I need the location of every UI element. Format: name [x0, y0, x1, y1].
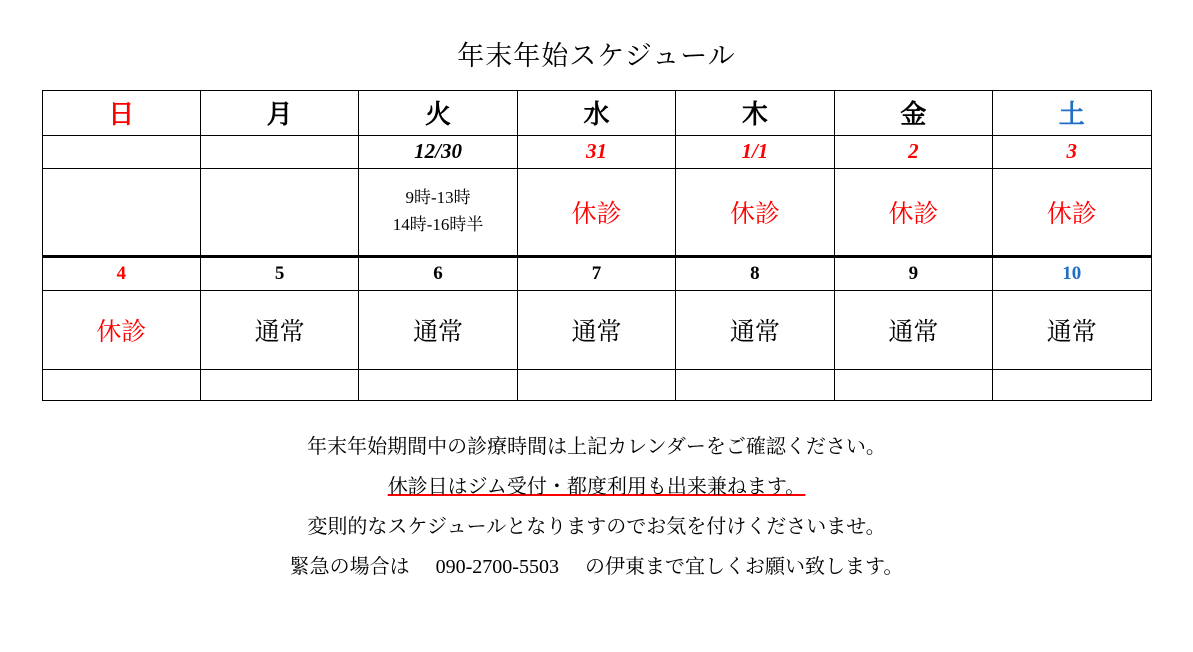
status-cell-closed: [676, 168, 834, 256]
date-label: 9: [908, 262, 919, 284]
status-label: 休診: [571, 200, 622, 228]
date-cell: [517, 135, 675, 168]
date-cell: [359, 135, 517, 168]
note-line-2-text: 休診日はジム受付・都度利用も出来兼ねます。: [387, 475, 806, 498]
status-label: 通常: [729, 318, 780, 346]
status-label: 通常: [571, 318, 622, 346]
date-cell: [834, 256, 992, 290]
date-cell: [200, 256, 358, 290]
blank-cell: [42, 369, 200, 400]
footer-blank-row: [42, 369, 1151, 400]
status-cell-normal: [200, 290, 358, 369]
date-cell: [993, 256, 1151, 290]
week2-status-row: [42, 290, 1151, 369]
status-cell-hours: [359, 168, 517, 256]
note-line-1: 年末年始期間中の診療時間は上記カレンダーをご確認ください。: [307, 435, 886, 458]
date-cell: [359, 256, 517, 290]
blank-cell: [834, 369, 992, 400]
weekday-label: 月: [266, 100, 293, 130]
status-label: 通常: [413, 318, 464, 346]
blank-cell: [993, 369, 1151, 400]
date-cell: [42, 135, 200, 168]
date-label: 12/30: [414, 139, 462, 164]
status-cell-normal: [676, 290, 834, 369]
hours-line-1: 9時-13時: [405, 188, 471, 208]
hours-line-2: 14時-16時半: [392, 214, 484, 234]
weekday-header-fri: [834, 90, 992, 135]
blank-cell: [200, 369, 358, 400]
blank-cell: [359, 369, 517, 400]
date-label: 31: [585, 139, 607, 164]
weekday-label: 土: [1058, 100, 1085, 130]
status-cell-empty: [200, 168, 358, 256]
weekday-header-thu: [676, 90, 834, 135]
date-label: 7: [591, 262, 602, 284]
weekday-label: 水: [583, 100, 610, 130]
status-cell-closed: [42, 290, 200, 369]
weekday-header-row: [42, 90, 1151, 135]
date-label: 6: [433, 262, 443, 284]
status-label: 通常: [888, 318, 939, 346]
weekday-label: 金: [900, 100, 927, 130]
weekday-header-sun: [42, 90, 200, 135]
date-label: 5: [274, 262, 285, 284]
week2-date-row: [42, 256, 1151, 290]
date-label: 2: [908, 139, 919, 164]
status-label: 休診: [729, 200, 780, 228]
date-cell: [834, 135, 992, 168]
date-label: 1/1: [741, 139, 769, 164]
page-title: 年末年始スケジュール: [457, 41, 736, 71]
status-label: 休診: [1046, 200, 1097, 228]
date-label: 10: [1062, 262, 1082, 284]
date-cell: [676, 256, 834, 290]
status-cell-closed: [517, 168, 675, 256]
schedule-calendar-table: [42, 90, 1152, 401]
status-label: 通常: [254, 318, 305, 346]
note-line-4-prefix: 緊急の場合は: [289, 555, 410, 578]
status-cell-closed: [834, 168, 992, 256]
note-line-4-suffix: の伊東まで宜しくお願い致します。: [584, 555, 904, 578]
weekday-header-tue: [359, 90, 517, 135]
date-label: 8: [750, 262, 760, 284]
blank-cell: [676, 369, 834, 400]
note-line-3: 変則的なスケジュールとなりますのでお気を付けくださいませ。: [307, 515, 886, 538]
notes-section: [0, 427, 1193, 587]
status-label: 休診: [96, 318, 147, 346]
week1-date-row: [42, 135, 1151, 168]
date-cell: [517, 256, 675, 290]
weekday-label: 木: [741, 100, 768, 130]
status-cell-normal: [517, 290, 675, 369]
status-label: 休診: [888, 200, 939, 228]
date-cell: [993, 135, 1151, 168]
date-cell: [200, 135, 358, 168]
note-line-2: [0, 467, 1193, 507]
hours-block: [359, 185, 516, 238]
emergency-phone-number: 090-2700-5503: [435, 555, 559, 578]
status-label: 通常: [1046, 318, 1097, 346]
status-cell-normal: [359, 290, 517, 369]
week1-status-row: [42, 168, 1151, 256]
status-cell-empty: [42, 168, 200, 256]
weekday-label: 火: [425, 100, 452, 130]
date-label: 3: [1066, 139, 1078, 164]
date-label: 4: [116, 262, 126, 284]
status-cell-normal: [993, 290, 1151, 369]
note-line-4: [0, 547, 1193, 587]
blank-cell: [517, 369, 675, 400]
weekday-header-wed: [517, 90, 675, 135]
date-cell: [42, 256, 200, 290]
weekday-header-sat: [993, 90, 1151, 135]
weekday-header-mon: [200, 90, 358, 135]
weekday-label: 日: [108, 100, 135, 130]
status-cell-closed: [993, 168, 1151, 256]
status-cell-normal: [834, 290, 992, 369]
date-cell: [676, 135, 834, 168]
